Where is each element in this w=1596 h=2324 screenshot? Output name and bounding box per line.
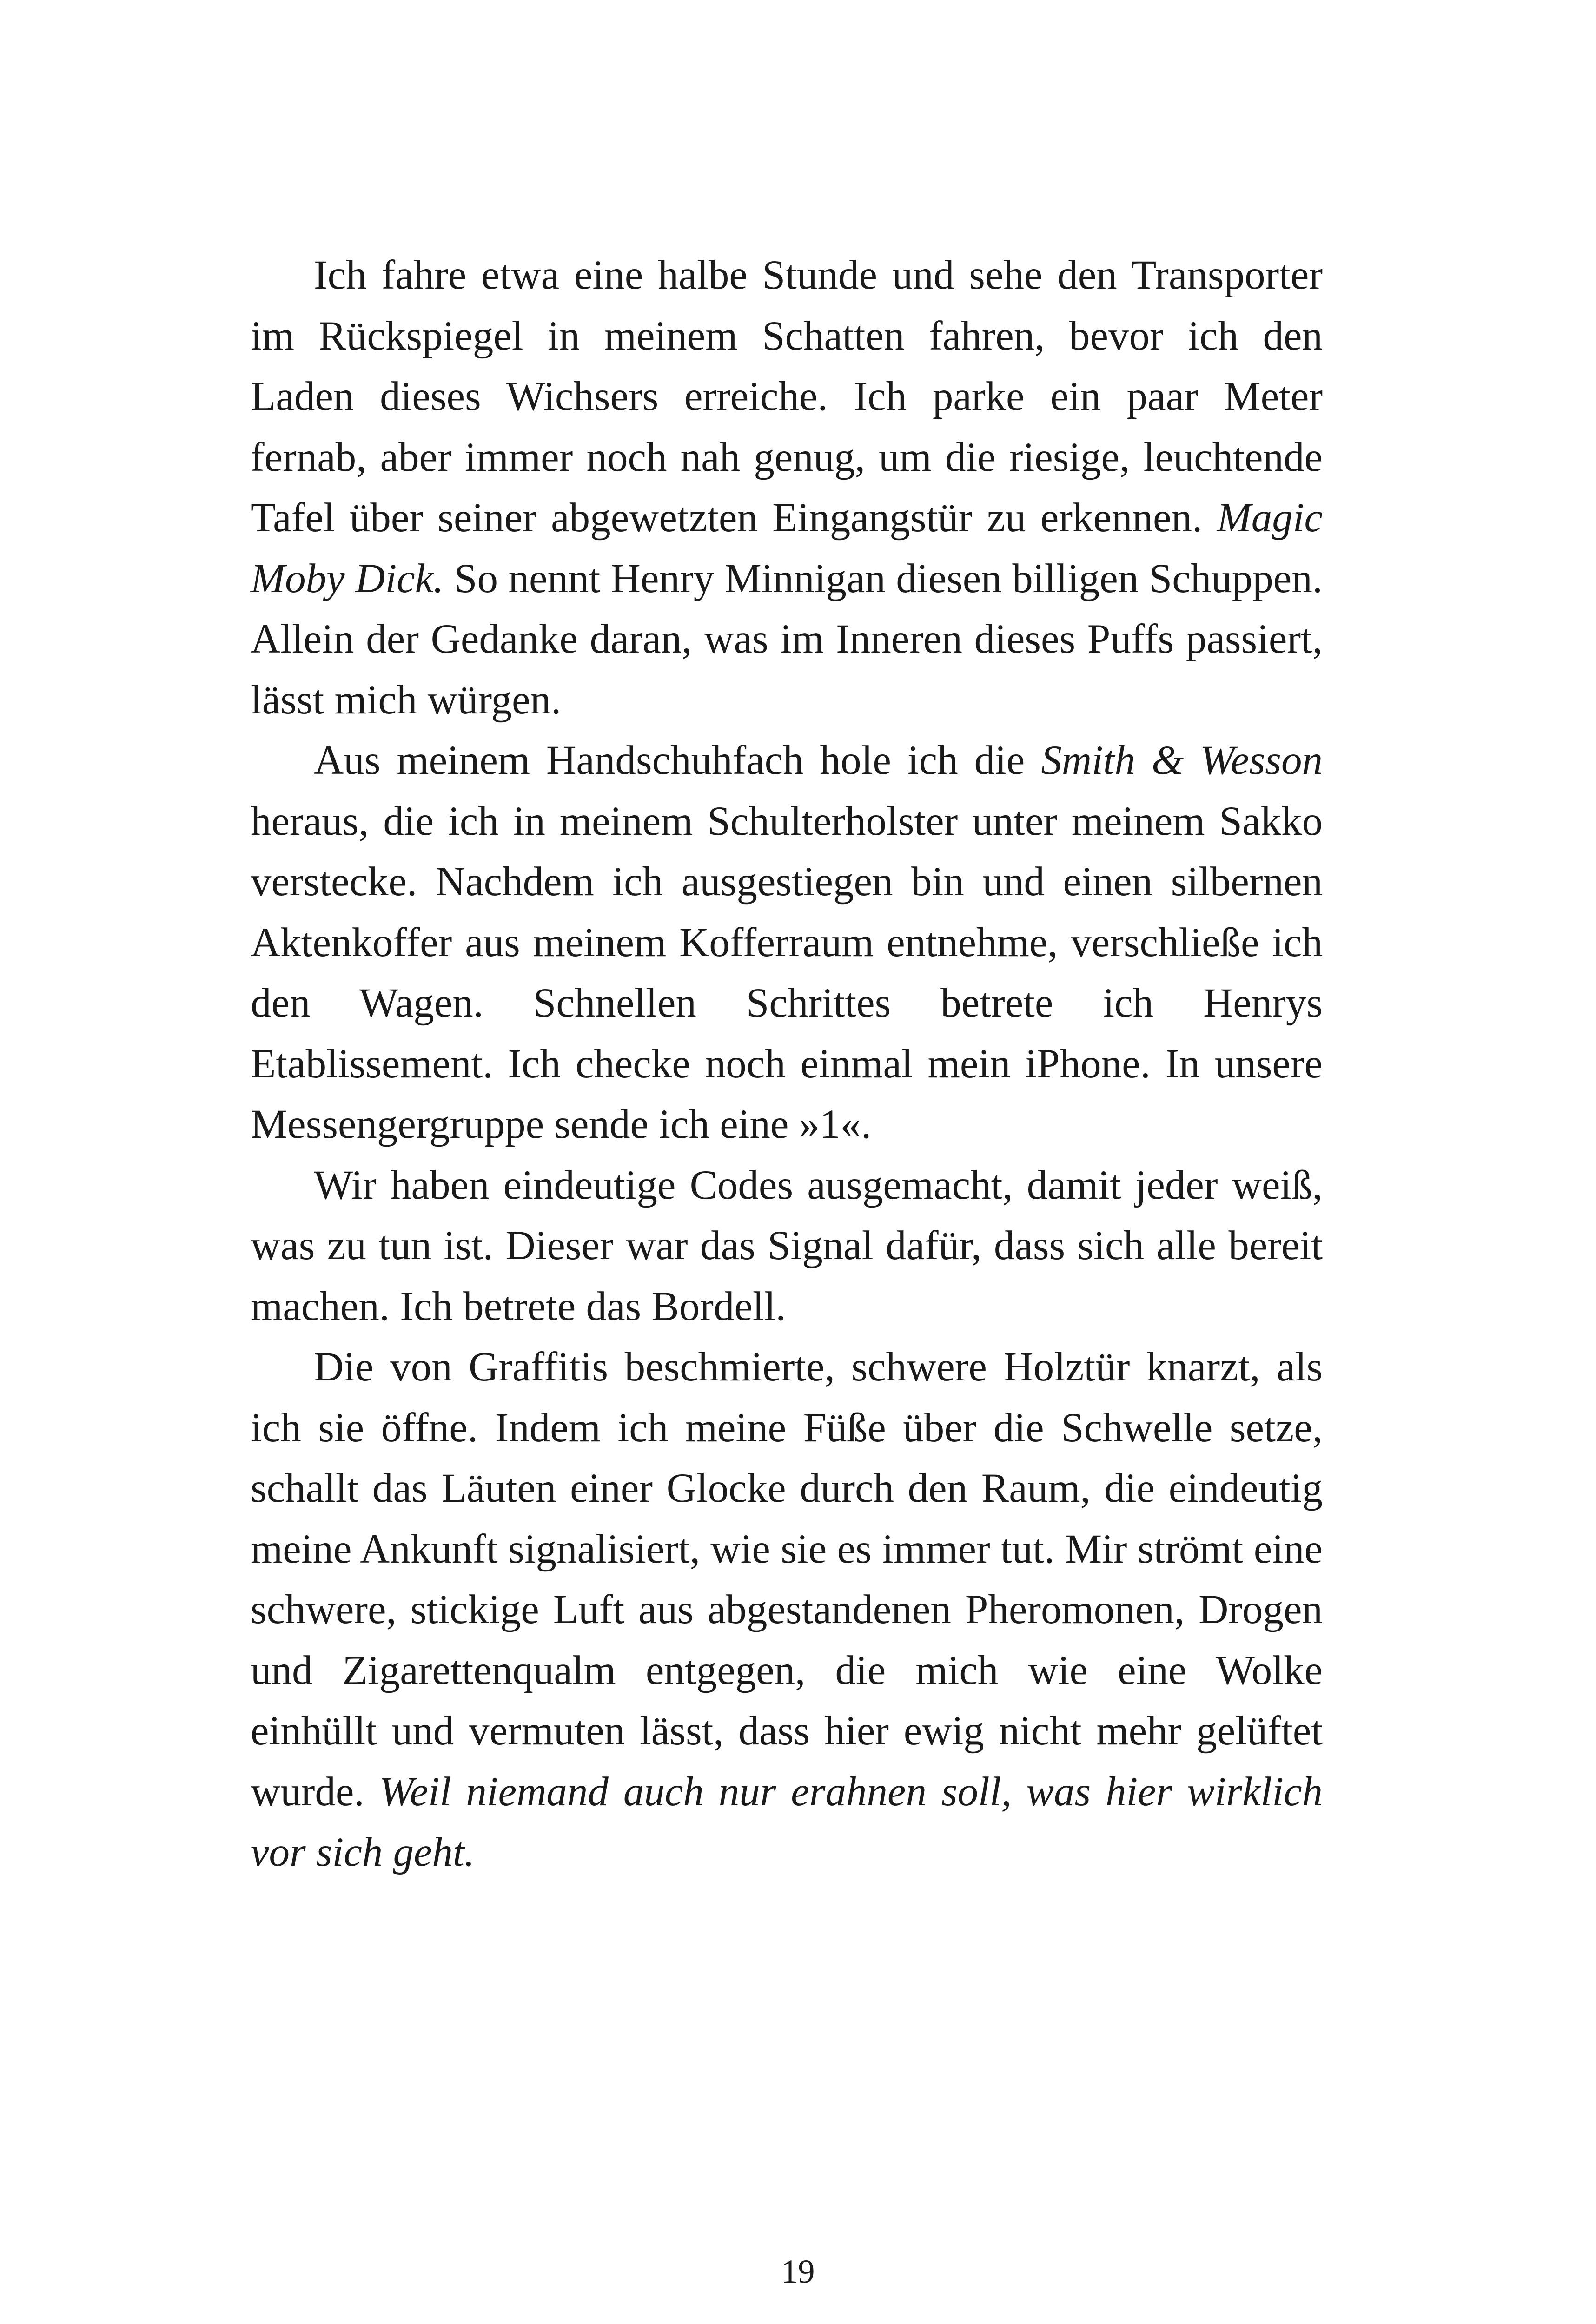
paragraph-4-text-1: Die von Graffitis beschmierte, schwere Holztür knarzt, als ich sie öffne. Indem ich meine Füße über die Schwelle setze, schallt das Läuten einer Glocke durch den Raum, die eindeutig meine Ankunft signalisiert, wie sie es immer tut. Mir strömt eine schwere, stickige Luft aus abgestandenen Pheromonen, Drogen und Zigarettenqualm entgegen, die mich wie eine Wolke einhüllt und vermuten lässt, dass hier ewig nicht mehr gelüftet wurde. [251,1344,1323,1815]
paragraph-1-italic-sign-name: Magic Moby Dick. [251,495,1323,601]
paragraph-2 [251,730,1323,1155]
paragraph-1 [251,245,1323,730]
paragraph-1-text-2: So nennt Henry Minnigan diesen billigen Schuppen. Allein der Gedanke daran, was im Inneren dieses Puffs passiert, lässt mich würgen. [251,555,1323,723]
page-number: 19 [781,2253,815,2290]
body-text [251,245,1323,1883]
paragraph-2-text-1: Aus meinem Handschuhfach hole ich die [314,738,1041,783]
paragraph-2-text-2: heraus, die ich in meinem Schulterholster unter meinem Sakko verstecke. Nachdem ich ausgestiegen bin und einen silbernen Aktenkoffer aus meinem Kofferraum entnehme, verschließe ich den Wagen. Schnellen Schrittes betrete ich Henrys Etablissement. Ich checke noch einmal mein iPhone. In unsere Messengergruppe sende ich eine »1«. [251,798,1323,1147]
paragraph-3-text-1: Wir haben eindeutige Codes ausgemacht, damit jeder weiß, was zu tun ist. Dieser war das Signal dafür, dass sich alle bereit machen. Ich betrete das Bordell. [251,1162,1323,1329]
paragraph-1-text-1: Ich fahre etwa eine halbe Stunde und sehe den Transporter im Rückspiegel in meinem Schatten fahren, bevor ich den Laden dieses Wichsers erreiche. Ich parke ein paar Meter fernab, aber immer noch nah genug, um die riesige, leuchtende Tafel über seiner abgewetzten Eingangstür zu erkennen. [251,252,1323,541]
paragraph-3 [251,1155,1323,1337]
paragraph-4-italic-thought: Weil niemand auch nur erahnen soll, was hier wirklich vor sich geht. [251,1769,1323,1875]
paragraph-2-italic-gun-name: Smith & Wesson [1041,738,1323,783]
paragraph-4 [251,1337,1323,1883]
